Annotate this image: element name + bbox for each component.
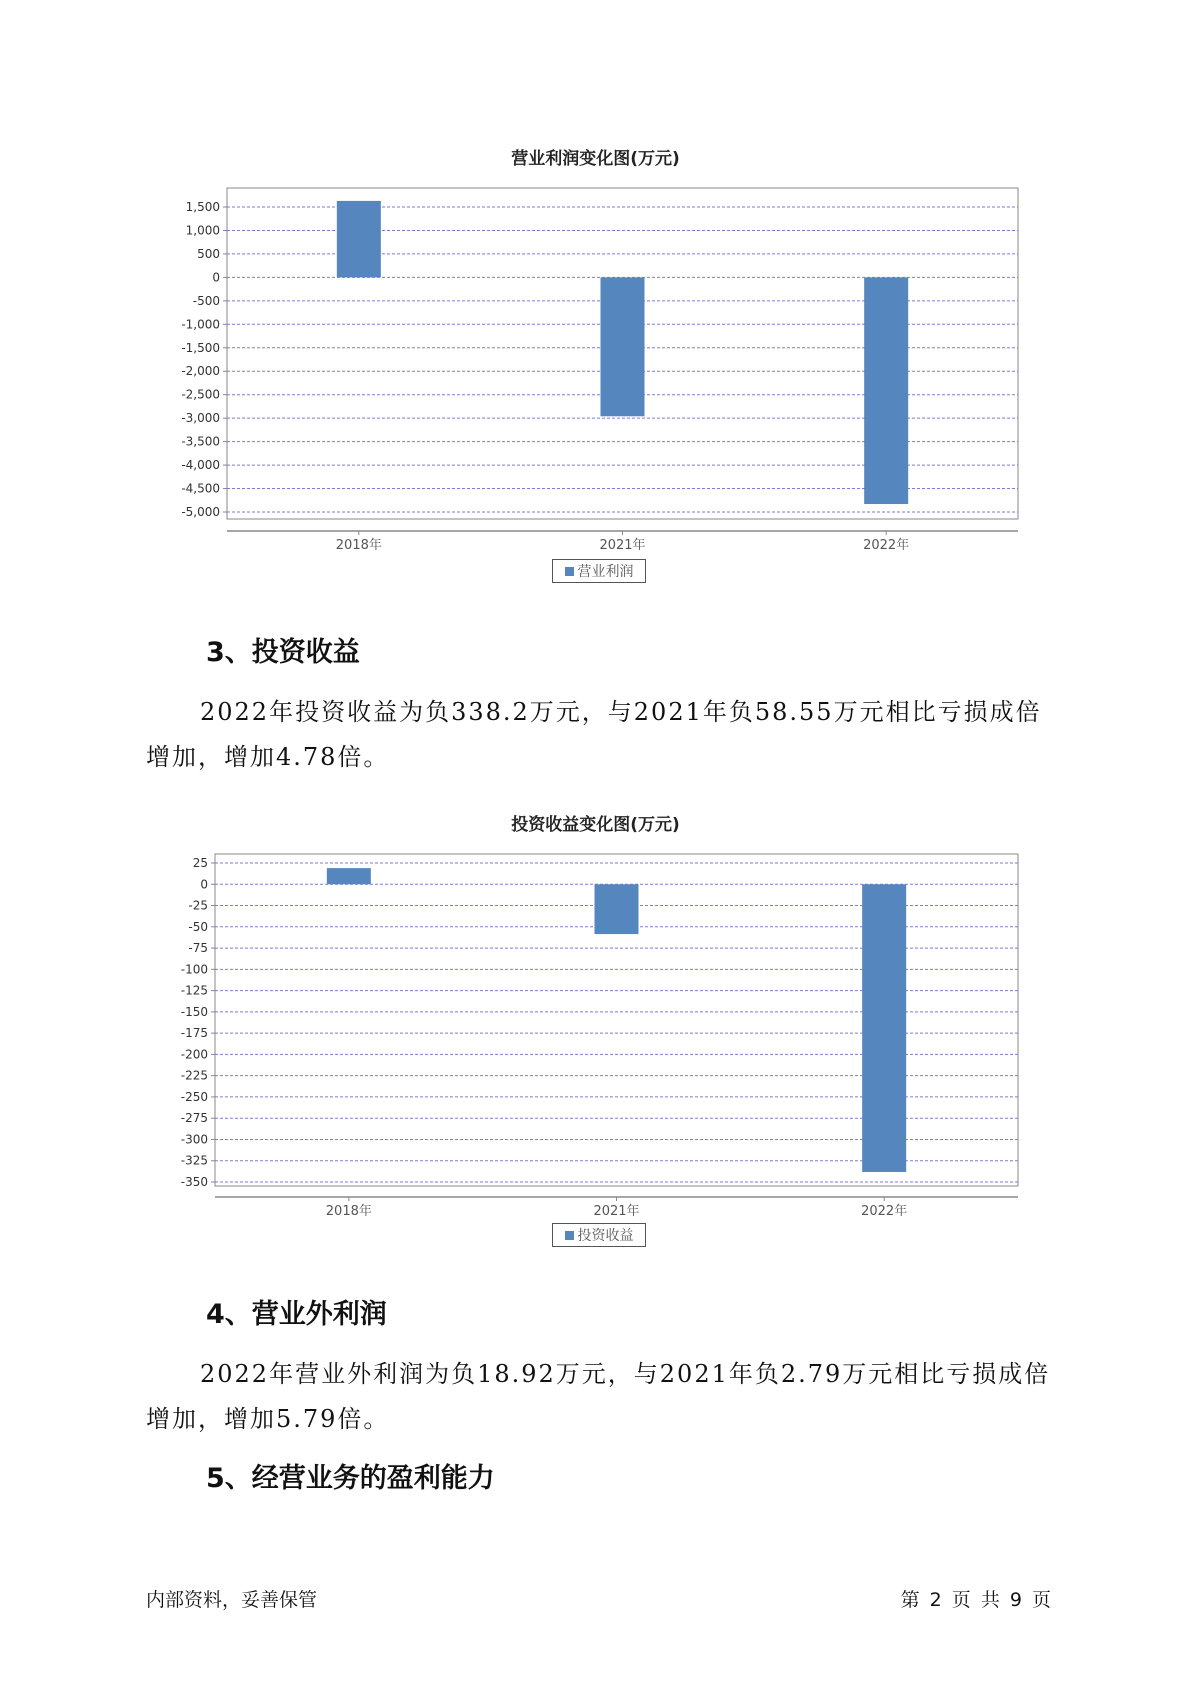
y-tick-label: -4,500 bbox=[181, 481, 220, 496]
x-tick-label: 2022年 bbox=[863, 538, 910, 550]
y-tick-label: -50 bbox=[188, 919, 208, 934]
y-tick-label: -300 bbox=[180, 1132, 208, 1147]
y-tick-label: 500 bbox=[197, 246, 220, 261]
x-tick-label: 2022年 bbox=[861, 1204, 908, 1217]
x-tick-label: 2021年 bbox=[593, 1204, 640, 1217]
y-tick-label: -500 bbox=[192, 293, 220, 308]
y-tick-label: -125 bbox=[180, 983, 208, 998]
y-tick-label: -75 bbox=[188, 941, 208, 956]
legend-swatch bbox=[565, 567, 574, 576]
bar-2 bbox=[601, 277, 645, 416]
chart-title-operating-profit: 营业利润变化图(万元) bbox=[511, 149, 680, 169]
y-tick-label: -5,000 bbox=[181, 505, 220, 519]
bar-3 bbox=[862, 884, 906, 1172]
y-tick-label: 0 bbox=[200, 877, 208, 892]
y-tick-label: -4,000 bbox=[181, 458, 220, 473]
y-tick-label: -250 bbox=[180, 1089, 208, 1104]
y-tick-label: -100 bbox=[180, 962, 208, 977]
operating-profit-chart bbox=[0, 180, 1191, 550]
y-tick-label: -1,000 bbox=[181, 317, 220, 332]
y-tick-label: -150 bbox=[180, 1004, 208, 1019]
footer-page-number: 第 2 页 共 9 页 bbox=[900, 1589, 1051, 1611]
section-paragraph-investment-income: 2022年投资收益为负338.2万元，与2021年负58.55万元相比亏损成倍增加，增加4.78倍。 bbox=[146, 698, 1042, 771]
legend-operating-profit bbox=[552, 559, 646, 583]
legend-swatch bbox=[565, 1231, 574, 1240]
y-tick-label: 0 bbox=[212, 270, 220, 285]
bar-2 bbox=[595, 884, 639, 934]
y-tick-label: -200 bbox=[180, 1047, 208, 1062]
bar-1 bbox=[327, 868, 371, 884]
y-tick-label: -275 bbox=[180, 1111, 208, 1126]
y-tick-label: -3,500 bbox=[181, 434, 220, 449]
y-tick-label: -225 bbox=[180, 1068, 208, 1083]
x-tick-label: 2021年 bbox=[599, 538, 646, 550]
x-tick-label: 2018年 bbox=[335, 538, 382, 550]
y-tick-label: -175 bbox=[180, 1026, 208, 1041]
section-heading-business-profitability: 5、经营业务的盈利能力 bbox=[206, 1463, 495, 1494]
bar-1 bbox=[337, 201, 381, 277]
y-tick-label: 25 bbox=[192, 856, 208, 870]
y-tick-label: -25 bbox=[188, 898, 208, 913]
x-tick-label: 2018年 bbox=[325, 1204, 372, 1217]
section-heading-investment-income: 3、投资收益 bbox=[206, 637, 360, 668]
y-tick-label: -2,000 bbox=[181, 364, 220, 379]
y-tick-label: -3,000 bbox=[181, 411, 220, 426]
legend-investment-income bbox=[552, 1223, 646, 1247]
investment-income-chart bbox=[0, 845, 1191, 1217]
chart-title-investment-income: 投资收益变化图(万元) bbox=[511, 815, 680, 835]
y-tick-label: 1,000 bbox=[185, 223, 220, 238]
section-heading-non-operating-profit: 4、营业外利润 bbox=[206, 1299, 387, 1330]
y-tick-label: -2,500 bbox=[181, 387, 220, 402]
bar-3 bbox=[864, 277, 908, 504]
y-tick-label: -350 bbox=[180, 1175, 208, 1189]
section-paragraph-non-operating-profit: 2022年营业外利润为负18.92万元，与2021年负2.79万元相比亏损成倍增加，增加5.79倍。 bbox=[146, 1360, 1051, 1433]
legend-label: 营业利润 bbox=[577, 564, 634, 580]
y-tick-label: -325 bbox=[180, 1153, 208, 1168]
legend-label: 投资收益 bbox=[577, 1228, 634, 1244]
y-tick-label: -1,500 bbox=[181, 340, 220, 355]
footer-confidential-note: 内部资料，妥善保管 bbox=[146, 1589, 318, 1611]
y-tick-label: 1,500 bbox=[185, 200, 220, 214]
